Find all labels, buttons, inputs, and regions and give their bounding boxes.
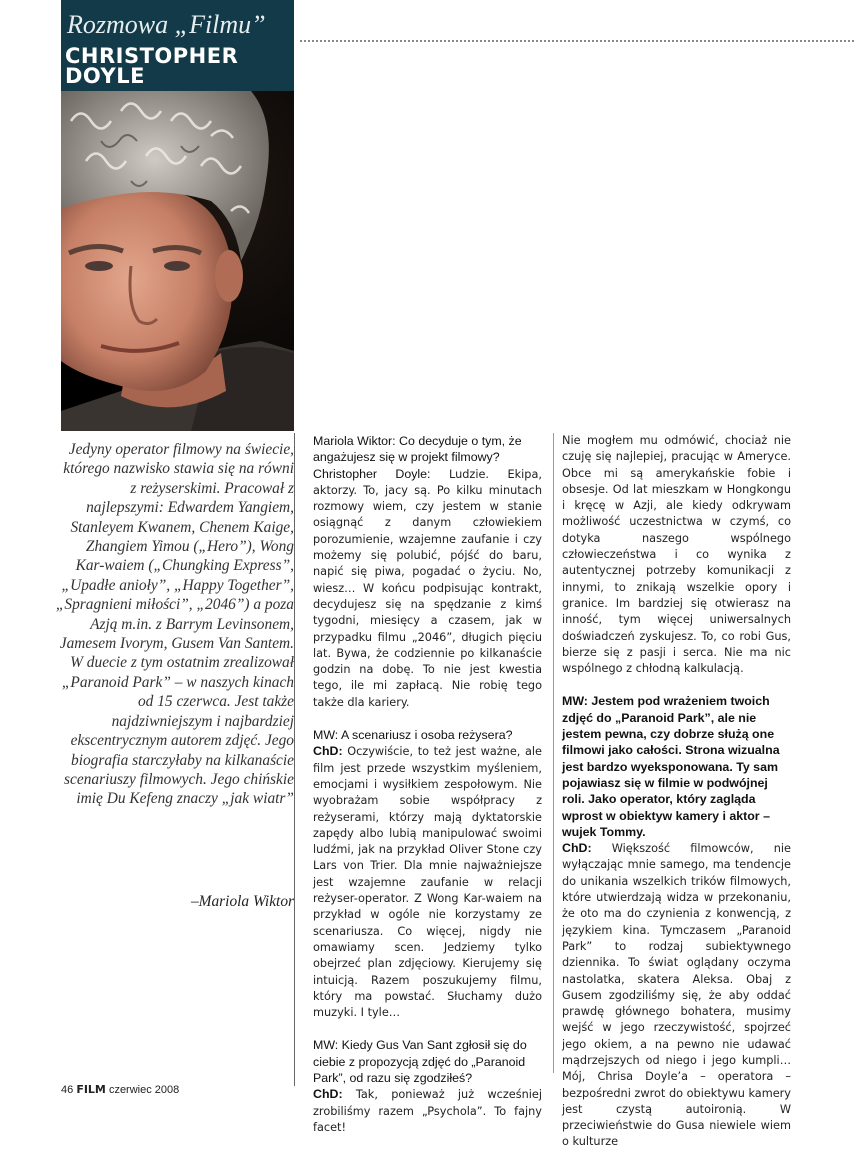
intro-column-rule: [294, 433, 295, 1086]
header-dotted-rule: [300, 40, 854, 42]
article-column-2: [562, 433, 791, 1167]
page-number: 46: [61, 1084, 74, 1096]
portrait-illustration: [61, 91, 294, 431]
speaker-label: Christopher Doyle:: [313, 466, 431, 481]
portrait-photo: [61, 91, 294, 431]
answer-2: Oczywiście, to też jest ważne, ale film jest przede wszystkim myśleniem, emocjami i wysiłkiem zespołowym. Nie wyobrażam sobie współpracy z reżyserami, którzy mają dyktatorskie zapędy albo lubią manipulować swoimi ludźmi, jak na przykład Oliver Stone czy Lars von Trier. Dla mnie najważniejsze jest wzajemne zaufanie w relacji reżyser-operator. Z Wong Kar-waiem na przykład w ogóle nie korzystamy ze scenariusza. Co więcej, nigdy nie omawiamy scen. Jedziemy tylko obejrzeć plan zdjęciowy. Kierujemy się intuicją. Razem poszukujemy filmu, który ma powstać. Słuchamy dużo muzyki. I tyle…: [313, 745, 542, 1020]
question-1: Mariola Wiktor: Co decyduje o tym, że angażujesz się w projekt filmowy?: [313, 434, 522, 465]
article-column-1: [313, 433, 542, 1152]
speaker-label: ChD:: [562, 841, 592, 856]
question-3-paragraph: [313, 1037, 542, 1136]
issue-date: czerwiec 2008: [108, 1084, 180, 1096]
intro-standfirst: Jedyny operator filmowy na świecie, którego nazwisko stawia się na równi z reżyserskimi. Pracował z najlepszymi: Edwardem Yangiem, Stanleyem Kwanem, Chenem Kaige, Zhangiem Yimou („Hero”), Wong Kar-waiem („Chungking Express”, „Upadłe anioły”, „Happy Together”, „Spragnieni miłości”, „2046”) a poza Azją m.in. z Barrym Levinsonem, Jamesem Ivorym, Gusem Van Santem. W duecie z tym ostatnim zrealizował „Paranoid Park” – w naszych kinach od 15 czerwca. Jest także najdziwniejszym i najbardziej ekscentrycznym autorem zdjęć. Jego biografia starczyłaby na kilkanaście scenariuszy filmowych. Jego chińskie imię Du Kefeng znaczy „jak wiatr”: [55, 441, 294, 808]
answer-1: Ludzie. Ekipa, aktorzy. To, jacy są. Po kilku minutach rozmowy wiem, czy jestem w stanie osiągnąć z danym człowiekiem porozumienie, wzajemne zaufanie i czy możemy się polubić, pójść do baru, napić się piwa, pogadać o życiu. No, wiesz… W końcu podpisując kontrakt, decydujesz się na spędzanie z kimś tygodni, miesięcy a czasem, jak w przypadku filmu „2046”, długich pięciu lat. Bywa, że codziennie po kilkanaście godzin na dobę. To nie jest kwestia tego, ile mi zapłacą. Nie robię tego także dla kariery.: [313, 467, 542, 709]
column-rule: [553, 433, 554, 1073]
answer-4: Większość filmowców, nie wyłączając mnie samego, ma tendencje do unikania wszelkich trików filmowych, które utwierdzają widza w przekonaniu, że oto ma do czynienia z konwencją, z językiem kina. Tymczasem „Paranoid Park” to rodzaj subiektywnego dziennika. To świat oglądany oczyma nastolatka, skatera Aleksa. Obaj z Gusem zgodziliśmy się, że aby oddać prawdę głównego bohatera, musimy wejść w jego rzeczywistość, spojrzeć jego okiem, a na pewno nie udawać mądrzejszych od niego i jego kumpli… Mój, Chrisa Doyle’a – operatora – bezpośredni zwrot do obiektywu kamery jest czystą autoironią. W przeciwieństwie do Gusa niewiele wiem o kulturze: [562, 842, 791, 1149]
question-3: MW: Kiedy Gus Van Sant zgłosił się do ciebie z propozycją zdjęć do „Paranoid Park”, od razu się zgodziłeś?: [313, 1038, 527, 1085]
question-1-paragraph: [313, 433, 542, 711]
question-4: MW: Jestem pod wrażeniem twoich zdjęć do „Paranoid Park”, ale nie jestem pewna, czy dobrze służą one filmowi jako całości. Strona wizualna jest bardzo wyeksponowana. Ty sam pojawiasz się w filmie w podwójnej roli. Jako operator, który zagląda wprost w obiektyw kamery i aktor – wujek Tommy.: [562, 694, 780, 839]
masthead: [61, 0, 294, 91]
question-2-paragraph: [313, 727, 542, 1021]
speaker-label: ChD:: [313, 744, 343, 759]
question-2: MW: A scenariusz i osoba reżysera?: [313, 728, 513, 743]
interviewee-name-first: CHRISTOPHER: [65, 44, 239, 68]
intro-signature: –Mariola Wiktor: [190, 893, 294, 910]
interviewee-name-last: DOYLE: [65, 64, 145, 88]
page-footer: [61, 1083, 179, 1096]
speaker-label: ChD:: [313, 1087, 343, 1102]
answer-3: Tak, ponieważ już wcześniej zrobiliśmy razem „Psychola”. To fajny facet!: [313, 1088, 542, 1134]
question-4-paragraph: [562, 693, 791, 1150]
magazine-name: FILM: [76, 1083, 106, 1096]
section-title: Rozmowa „Filmu”: [67, 10, 266, 39]
answer-3-continued: Nie mogłem mu odmówić, chociaż nie czuję się najlepiej, pracując w Ameryce. Obce mi są amerykańskie fobie i obsesje. Od lat mieszkam w Hongkongu i kręcę w Azji, ale kiedy odkrywam możliwość uczestnictwa w czymś, co dotyka naszego wspólnego człowieczeństwa i co wynika z autentycznej potrzeby komunikacji z innymi, to znikają wszelkie opory i granice. Im bardziej się otwierasz na inność, tym więcej uniwersalnych doświadczeń zyskujesz. To, co robi Gus, bierze się z pasji i serca. Nie ma nic wspólnego z chłodną kalkulacją.: [562, 434, 791, 676]
